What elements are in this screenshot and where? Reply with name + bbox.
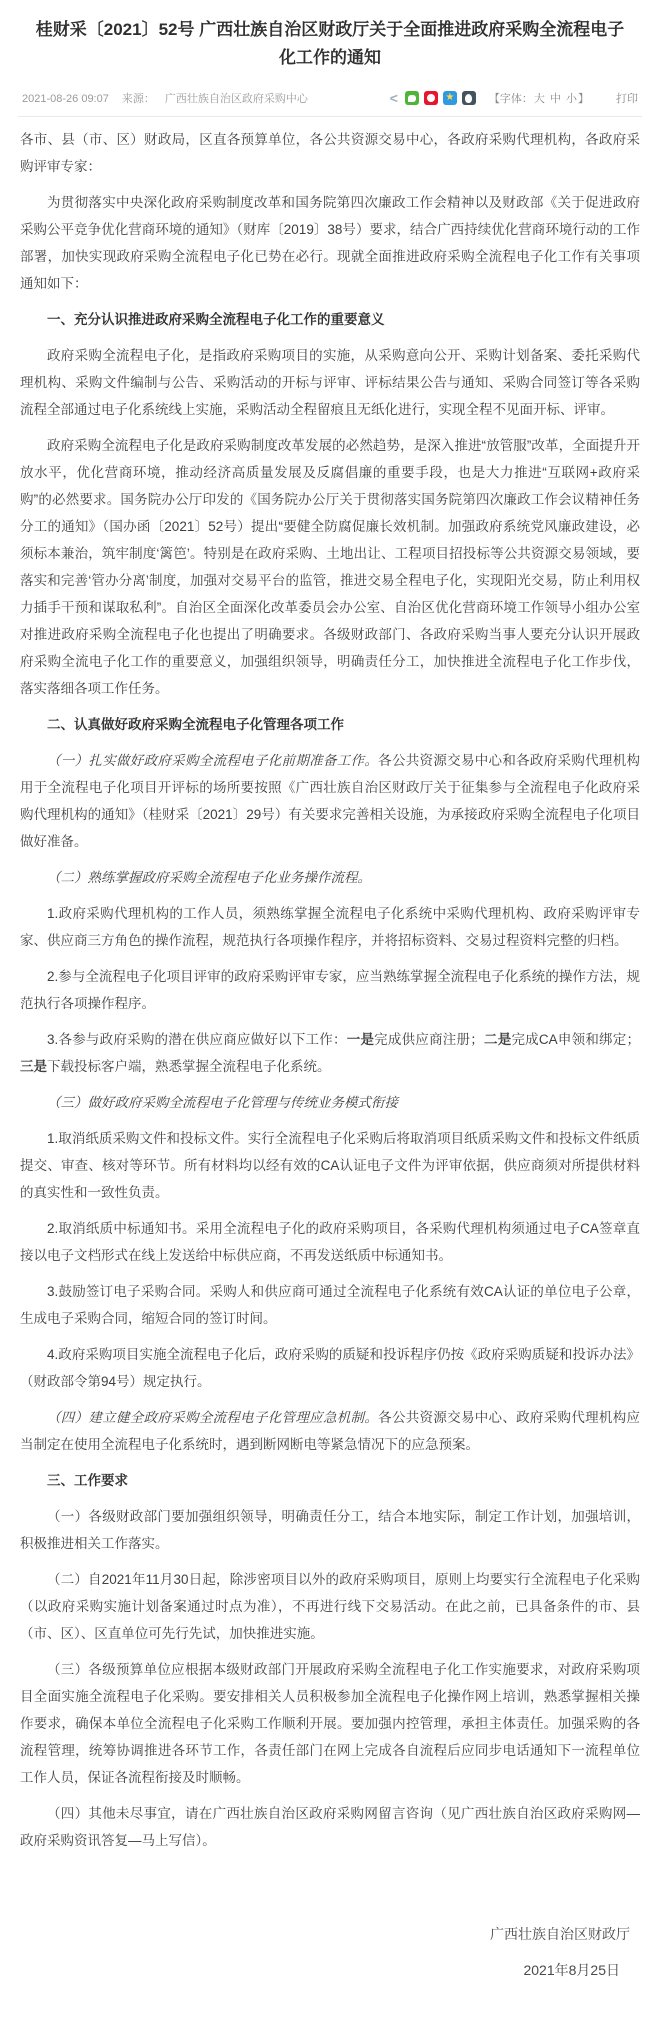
paragraph	[20, 1800, 640, 1854]
font-widget-suffix: 】	[578, 93, 589, 106]
paragraph	[20, 1656, 640, 1791]
text-run-kaiti: （一）扎实做好政府采购全流程电子化前期准备工作。	[47, 753, 379, 769]
text-run: （四）其他未尽事宜，请在广西壮族自治区政府采购网留言咨询（见广西壮族自治区政府采购网—政府采购资讯答复—马上写信）。	[20, 1806, 640, 1849]
paragraph	[20, 747, 640, 855]
paragraph	[20, 1089, 640, 1116]
text-run: 3.各参与政府采购的潜在供应商应做好以下工作：	[47, 1032, 347, 1048]
section-heading	[20, 1467, 640, 1494]
wechat-share-icon[interactable]	[405, 91, 419, 105]
paragraph	[20, 1503, 640, 1557]
publish-date: 2021-08-26 09:07	[22, 93, 109, 106]
qq-share-icon[interactable]	[462, 91, 476, 105]
text-run: （一）各级财政部门要加强组织领导，明确责任分工，结合本地实际，制定工作计划，加强培训，积极推进相关工作落实。	[20, 1509, 640, 1552]
paragraph	[20, 963, 640, 1017]
text-run: 下载投标客户端，熟悉掌握全流程电子化系统。	[47, 1059, 331, 1075]
text-run-bold: 二是	[483, 1032, 512, 1048]
text-run: （二）自2021年11月30日起，除涉密项目以外的政府采购项目，原则上均要实行全流程电子化采购（以政府采购实施计划备案通过时点为准），不再进行线下交易活动。在此之前，已具备条件的市、县（市、区）、区直单位可先行先试，加快推进实施。	[20, 1572, 640, 1642]
paragraph	[20, 432, 640, 702]
text-run: 3.鼓励签订电子采购合同。采购人和供应商可通过全流程电子化系统有效CA认证的单位电子公章，生成电子采购合同，缩短合同的签订时间。	[20, 1284, 640, 1327]
meta-actions	[390, 90, 638, 106]
font-size-small[interactable]: 小	[566, 93, 577, 106]
paragraph	[20, 1125, 640, 1206]
source-value: 广西壮族自治区政府采购中心	[164, 93, 308, 106]
share-icon[interactable]: <	[389, 90, 398, 107]
article-page	[0, 16, 660, 2032]
text-run: 政府采购全流程电子化，是指政府采购项目的实施，从采购意向公开、采购计划备案、委托采购代理机构、采购文件编制与公告、采购活动的开标与评审、评标结果公告与通知、采购合同签订等各采购流程全部通过电子化系统线上实施，采购活动全程留痕且无纸化进行，实现全程不见面开标、评审。	[20, 348, 640, 418]
text-run: 政府采购全流程电子化是政府采购制度改革发展的必然趋势，是深入推进“放管服”改革，全面提升开放水平，优化营商环境，推动经济高质量发展及反腐倡廉的重要手段，也是大力推进“互联网+政府采购”的必然要求。国务院办公厅印发的《国务院办公厅关于贯彻落实国务院第四次廉政工作会议精神任务分工的通知》（国办函〔2021〕52号）提出“要健全防腐促廉长效机制。加强政府系统党风廉政建设，必须标本兼治，筑牢制度‘篱笆’。特别是在政府采购、土地出让、工程项目招投标等公共资源交易领域，要落实和完善‘管办分离’制度，加强对交易平台的监管，推进交易全程电子化，实现阳光交易，防止利用权力插手干预和谋取私利”。自治区全面深化改革委员会办公室、自治区优化营商环境工作领导小组办公室对推进政府采购全流程电子化也提出了明确要求。各级财政部门、各政府采购当事人要充分认识开展政府采购全流电子化工作的重要意义，加强组织领导，明确责任分工，加快推进全流程电子化工作步伐，落实落细各项工作任务。	[20, 438, 640, 697]
text-run-kaiti: （三）做好政府采购全流程电子化管理与传统业务模式衔接	[47, 1095, 398, 1111]
text-run: 各公共资源交易中心和各政府采购代理机构用于全流程电子化项目开评标的场所要按照《广西壮族自治区财政厅关于征集参与全流程电子化政府采购代理机构的通知》（桂财采〔2021〕29号）有关要求完善相关设施，为承接政府采购全流程电子化项目做好准备。	[20, 753, 641, 850]
share-icon-group	[405, 91, 476, 105]
font-size-medium[interactable]: 中	[549, 93, 561, 106]
text-run-kaiti: （四）建立健全政府采购全流程电子化管理应急机制。	[47, 1410, 379, 1426]
text-run: 1.政府采购代理机构的工作人员，须熟练掌握全流程电子化系统中采购代理机构、政府采购评审专家、供应商三方角色的操作流程，规范执行各项操作程序，并将招标资料、交易过程资料完整的归档。	[20, 906, 640, 949]
meta-info	[22, 90, 328, 106]
paragraph	[20, 1566, 640, 1647]
text-run: 一、充分认识推进政府采购全流程电子化工作的重要意义	[47, 312, 385, 328]
text-run-bold: 一是	[346, 1032, 375, 1048]
font-size-large[interactable]: 大	[533, 93, 545, 106]
paragraph	[20, 1278, 640, 1332]
text-run: 各市、县（市、区）财政局，区直各预算单位，各公共资源交易中心，各政府采购代理机构，各政府采购评审专家：	[20, 132, 640, 175]
text-run: 完成CA申领和绑定；	[511, 1032, 640, 1048]
text-run: 二、认真做好政府采购全流程电子化管理各项工作	[47, 717, 344, 733]
paragraph	[20, 342, 640, 423]
signature-org: 广西壮族自治区财政厅	[490, 1926, 630, 1943]
text-run: 1.取消纸质采购文件和投标文件。实行全流程电子化采购后将取消项目纸质采购文件和投标文件纸质提交、审查、核对等环节。所有材料均以经有效的CA认证电子文件为评审依据，供应商须对所提供材料的真实性和一致性负责。	[20, 1131, 640, 1201]
signature-block	[0, 1916, 630, 1988]
text-run: 4.政府采购项目实施全流程电子化后，政府采购的质疑和投诉程序仍按《政府采购质疑和投诉办法》（财政部令第94号）规定执行。	[20, 1347, 640, 1390]
circle-glyph	[427, 94, 435, 102]
text-run-kaiti: （二）熟练掌握政府采购全流程电子化业务操作流程。	[47, 870, 371, 886]
paragraph	[20, 189, 640, 297]
section-heading	[20, 306, 640, 333]
signature-date: 2021年8月25日	[523, 1962, 620, 1979]
star-glyph: ★	[445, 92, 455, 104]
paragraph	[20, 1026, 640, 1080]
source	[122, 93, 318, 105]
paragraph	[20, 1341, 640, 1395]
penguin-glyph	[465, 94, 472, 103]
text-run: （三）各级预算单位应根据本级财政部门开展政府采购全流程电子化工作实施要求，对政府采购项目全面实施全流程电子化采购。要安排相关人员积极参加全流程电子化操作网上培训，熟悉掌握相关操作要求，确保本单位全流程电子化采购工作顺利开展。要加强内控管理，承担主体责任。加强采购的各流程管理，统筹协调推进各环节工作，各责任部门在网上完成各自流程后应同步电话通知下一流程单位工作人员，保证各流程衔接及时顺畅。	[20, 1662, 640, 1786]
qzone-share-icon[interactable]	[443, 91, 457, 105]
meta-bar	[18, 90, 642, 117]
text-run: 三、工作要求	[47, 1473, 128, 1489]
text-run-bold: 三是	[20, 1059, 47, 1075]
article-body	[20, 126, 640, 1854]
section-heading	[20, 711, 640, 738]
text-run: 2.参与全流程电子化项目评审的政府采购评审专家，应当熟练掌握全流程电子化系统的操作方法，规范执行各项操作程序。	[20, 969, 640, 1012]
text-run: 2.取消纸质中标通知书。采用全流程电子化的政府采购项目，各采购代理机构须通过电子CA签章直接以电子文档形式在线上发送给中标供应商，不再发送纸质中标通知书。	[20, 1221, 640, 1264]
bubble-glyph	[408, 95, 416, 102]
paragraph	[20, 1215, 640, 1269]
text-run: 为贯彻落实中央深化政府采购制度改革和国务院第四次廉政工作会精神以及财政部《关于促进政府采购公平竞争优化营商环境的通知》（财库〔2019〕38号）要求，结合广西持续优化营商环境行动的工作部署，加快实现政府采购全流程电子化已势在必行。现就全面推进政府采购全流程电子化工作有关事项通知如下：	[20, 195, 640, 292]
paragraph	[20, 126, 640, 180]
font-size-widget	[489, 90, 589, 106]
paragraph	[20, 864, 640, 891]
print-button[interactable]: 打印	[616, 93, 638, 106]
font-widget-prefix: 【字体：	[488, 93, 533, 106]
text-run: 完成供应商注册；	[374, 1032, 484, 1048]
source-label: 来源：	[121, 93, 155, 106]
page-title: 桂财采〔2021〕52号 广西壮族自治区财政厅关于全面推进政府采购全流程电子化工作的通知	[35, 20, 625, 68]
paragraph	[20, 900, 640, 954]
weibo-share-icon[interactable]	[424, 91, 438, 105]
paragraph	[20, 1404, 640, 1458]
text-run: 各公共资源交易中心、政府采购代理机构应当制定在使用全流程电子化系统时，遇到断网断电等紧急情况下的应急预案。	[20, 1410, 641, 1453]
